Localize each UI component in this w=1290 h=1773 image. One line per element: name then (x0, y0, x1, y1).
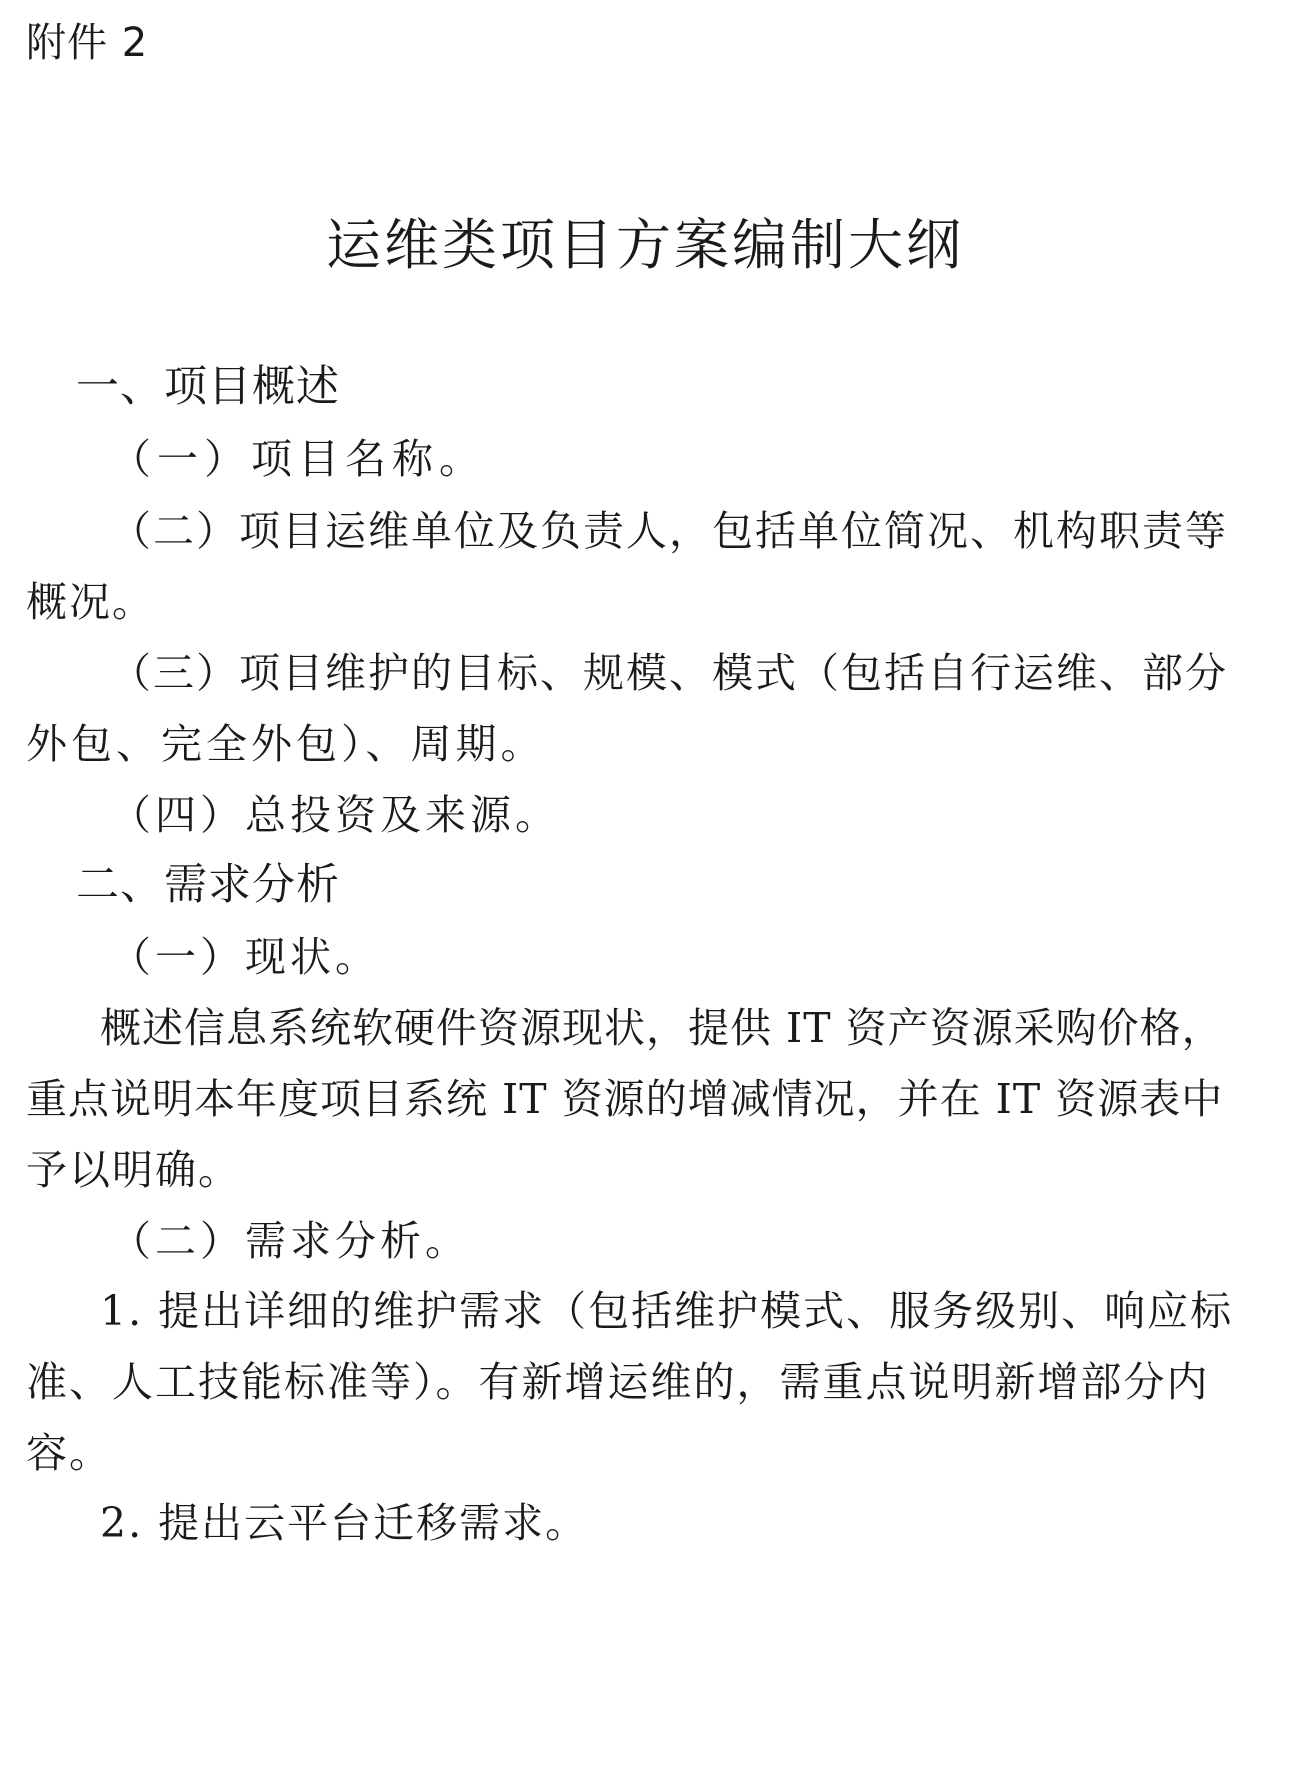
point-maintenance-requirements-line3: 容。 (26, 1429, 112, 1477)
status-paragraph-line3: 予以明确。 (26, 1146, 241, 1194)
section-heading-overview: 一、项目概述 (76, 362, 340, 412)
attachment-label: 附件 2 (26, 20, 149, 66)
item-requirement-analysis: （二）需求分析。 (110, 1217, 470, 1265)
point-maintenance-requirements-line1: 1. 提出详细的维护需求（包括维护模式、服务级别、响应标 (100, 1287, 1234, 1335)
item-current-status: （一）现状。 (110, 933, 380, 981)
item-goals-scale-mode-line1: （三）项目维护的目标、规模、模式（包括自行运维、部分 (110, 649, 1228, 697)
point-cloud-migration: 2. 提出云平台迁移需求。 (100, 1499, 589, 1547)
section-heading-requirements: 二、需求分析 (76, 860, 340, 910)
item-project-name: （一）项目名称。 (110, 435, 486, 483)
item-goals-scale-mode-line2: 外包、完全外包）、周期。 (26, 720, 546, 768)
item-unit-and-owner-line1: （二）项目运维单位及负责人，包括单位简况、机构职责等 (110, 507, 1228, 555)
document-title: 运维类项目方案编制大纲 (325, 213, 964, 277)
status-paragraph-line1: 概述信息系统软硬件资源现状，提供 IT 资产资源采购价格， (100, 1004, 1224, 1052)
item-investment-source: （四）总投资及来源。 (110, 791, 560, 839)
item-unit-and-owner-line2: 概况。 (26, 578, 155, 626)
status-paragraph-line2: 重点说明本年度项目系统 IT 资源的增减情况，并在 IT 资源表中 (26, 1075, 1224, 1123)
point-maintenance-requirements-line2: 准、人工技能标准等）。有新增运维的，需重点说明新增部分内 (26, 1358, 1210, 1406)
